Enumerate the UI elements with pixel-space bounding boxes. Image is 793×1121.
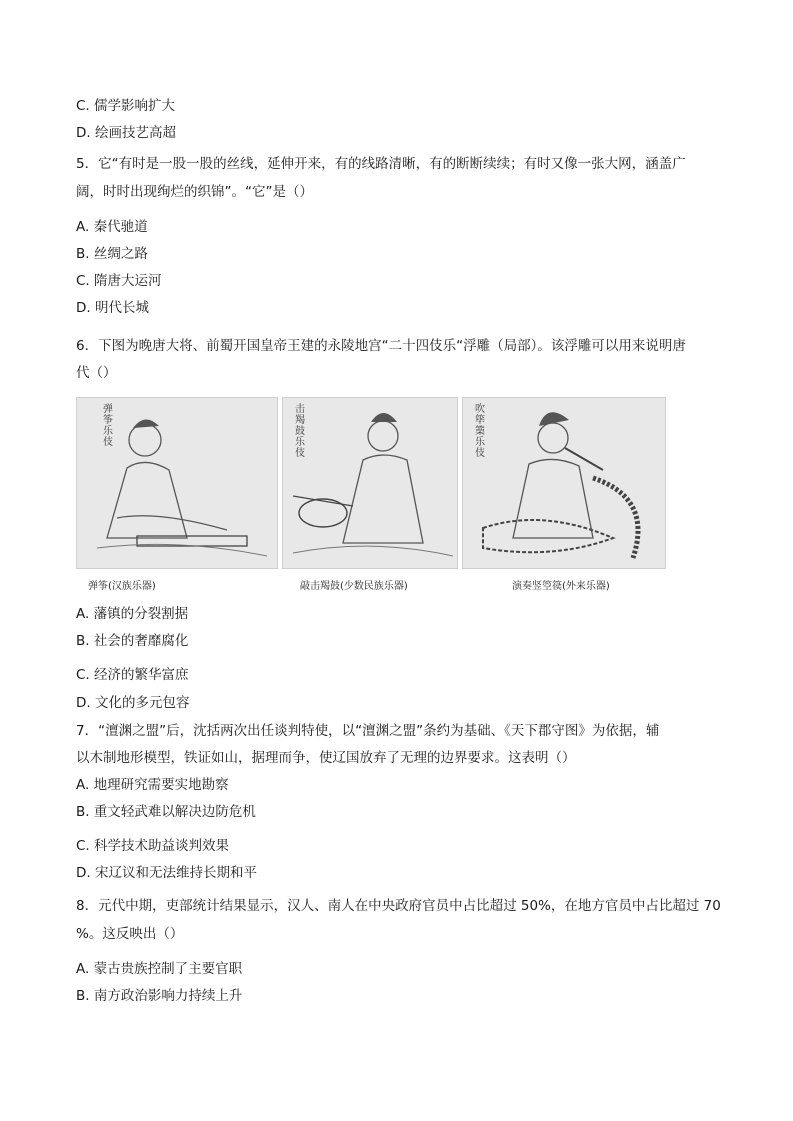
q5-option-b: B. 丝绸之路 xyxy=(76,246,148,262)
q7-option-c: C. 科学技术助益谈判效果 xyxy=(76,838,230,854)
q4-option-d: D. 绘画技艺高超 xyxy=(76,125,176,141)
q6-stem-line1: 6．下图为晚唐大将、前蜀开国皇帝王建的永陵地宫“二十四伎乐“浮雕（局部）。该浮雕可以用来说明唐 xyxy=(76,338,686,354)
panel-label-bili: 吹筚篥乐伎 xyxy=(475,404,485,459)
drum-player-illustration xyxy=(283,398,457,568)
caption-bili: 演奏竖箜篌(外来乐器) xyxy=(512,581,610,592)
q7-option-a: A. 地理研究需要实地勘察 xyxy=(76,777,229,793)
q8-option-a: A. 蒙古贵族控制了主要官职 xyxy=(76,961,243,977)
panel-label-zheng: 弹筝乐伎 xyxy=(103,404,113,448)
q6-stem-line2: 代（） xyxy=(76,365,117,381)
q5-option-d: D. 明代长城 xyxy=(76,300,149,316)
relief-panel-bili xyxy=(462,397,666,569)
q5-stem-line1: 5．它“有时是一股一股的丝线，延伸开来，有的线路清晰，有的断断续续；有时又像一张大网，涵盖广 xyxy=(76,156,686,172)
q7-stem-line1: 7．“澶渊之盟”后，沈括两次出任谈判特使，以“澶渊之盟”条约为基础、《天下郡守图》为依据，辅 xyxy=(76,723,660,739)
caption-drum: 敲击羯鼓(少数民族乐器) xyxy=(300,581,408,592)
q4-option-c: C. 儒学影响扩大 xyxy=(76,98,176,114)
relief-panel-zheng xyxy=(76,397,278,569)
q6-option-c: C. 经济的繁华富庶 xyxy=(76,667,189,683)
relief-panel-drum xyxy=(282,397,458,569)
q6-option-b: B. 社会的奢靡腐化 xyxy=(76,633,189,649)
q5-option-c: C. 隋唐大运河 xyxy=(76,273,162,289)
q8-option-b: B. 南方政治影响力持续上升 xyxy=(76,988,243,1004)
q8-stem-line1: 8．元代中期，吏部统计结果显示，汉人、南人在中央政府官员中占比超过 50%，在地方官员中占比超过 70 xyxy=(76,898,721,914)
q6-option-a: A. 藩镇的分裂割据 xyxy=(76,606,189,622)
q7-option-d: D. 宋辽议和无法维持长期和平 xyxy=(76,865,257,881)
relief-figure xyxy=(76,397,666,597)
q5-stem-line2: 阔，时时出现绚烂的织锦”。“它”是（） xyxy=(76,184,313,200)
caption-zheng: 弹筝(汉族乐器) xyxy=(88,581,156,592)
bili-player-illustration xyxy=(463,398,665,568)
panel-label-drum: 击羯鼓乐伎 xyxy=(295,404,305,459)
q8-stem-line2: %。这反映出（） xyxy=(76,926,184,942)
q7-stem-line2: 以木制地形模型，铁证如山，据理而争，使辽国放弃了无理的边界要求。这表明（） xyxy=(76,750,576,766)
q7-option-b: B. 重文轻武难以解决边防危机 xyxy=(76,804,256,820)
q5-option-a: A. 秦代驰道 xyxy=(76,219,148,235)
q6-option-d: D. 文化的多元包容 xyxy=(76,695,190,711)
